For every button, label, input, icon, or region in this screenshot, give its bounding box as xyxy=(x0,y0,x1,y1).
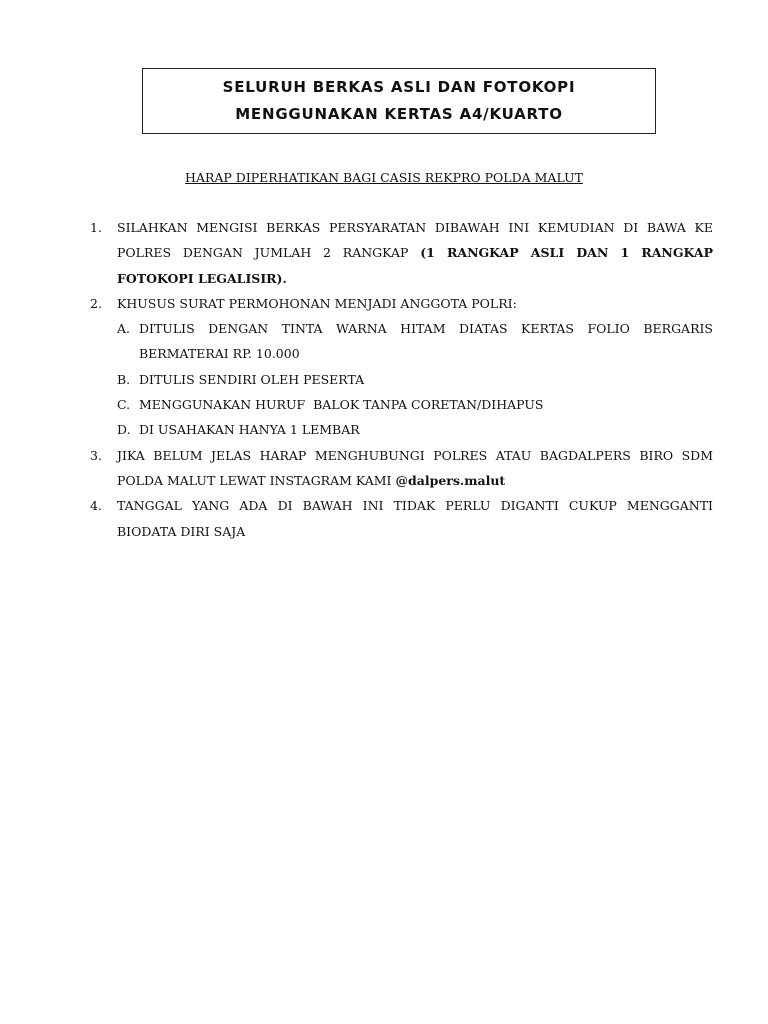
title-line-2: MENGGUNAKAN KERTAS A4/KUARTO xyxy=(235,105,563,123)
instagram-handle: @dalpers.malut xyxy=(395,472,506,488)
sub-item-c xyxy=(117,392,713,417)
list-item-3 xyxy=(90,443,713,494)
sub-item-letter: D. xyxy=(117,422,131,438)
list-item-1 xyxy=(90,215,713,291)
item-3-text: JIKA BELUM JELAS HARAP MENGHUBUNGI POLRES ATAU BAGDALPERS BIRO SDM POLDA MALUT LEWAT INSTAGRAM KAMI xyxy=(117,447,713,488)
item-1-bold-text: (1 RANGKAP ASLI DAN 1 RANGKAP FOTOKOPI LEGALISIR). xyxy=(117,245,713,286)
item-1-text: SILAHKAN MENGISI BERKAS PERSYARATAN DIBAWAH INI KEMUDIAN DI BAWA KE POLRES DENGAN JUMLAH 2 RANGKAP xyxy=(117,220,713,261)
sub-item-b xyxy=(117,367,713,392)
notice-heading: HARAP DIPERHATIKAN BAGI CASIS REKPRO POLDA MALUT xyxy=(185,170,583,185)
sub-item-text: MENGGUNAKAN HURUF BALOK TANPA CORETAN/DIHAPUS xyxy=(139,397,544,413)
item-4-text: TANGGAL YANG ADA DI BAWAH INI TIDAK PERLU DIGANTI CUKUP MENGGANTI BIODATA DIRI SAJA xyxy=(117,498,713,539)
sub-item-d xyxy=(117,417,713,442)
item-text xyxy=(117,215,713,291)
sub-item-a xyxy=(117,316,713,367)
list-item-2 xyxy=(90,291,713,316)
sub-item-letter: C. xyxy=(117,397,131,413)
sub-item-letter: A. xyxy=(117,321,131,337)
title-box xyxy=(142,68,656,134)
instruction-list xyxy=(90,215,713,544)
item-text xyxy=(117,443,713,494)
sub-item-text: DITULIS SENDIRI OLEH PESERTA xyxy=(139,371,365,387)
item-number: 4. xyxy=(90,498,102,514)
sub-item-letter: B. xyxy=(117,371,131,387)
item-number: 3. xyxy=(90,447,102,463)
sub-item-text: DITULIS DENGAN TINTA WARNA HITAM DIATAS KERTAS FOLIO BERGARIS BERMATERAI RP. 10.000 xyxy=(139,321,713,362)
item-number: 2. xyxy=(90,295,102,311)
sub-item-text: DI USAHAKAN HANYA 1 LEMBAR xyxy=(139,422,360,438)
item-number: 1. xyxy=(90,220,102,235)
title-line-1: SELURUH BERKAS ASLI DAN FOTOKOPI xyxy=(222,78,576,96)
item-2-text: KHUSUS SURAT PERMOHONAN MENJADI ANGGOTA POLRI: xyxy=(117,295,517,311)
list-item-4 xyxy=(90,493,713,544)
